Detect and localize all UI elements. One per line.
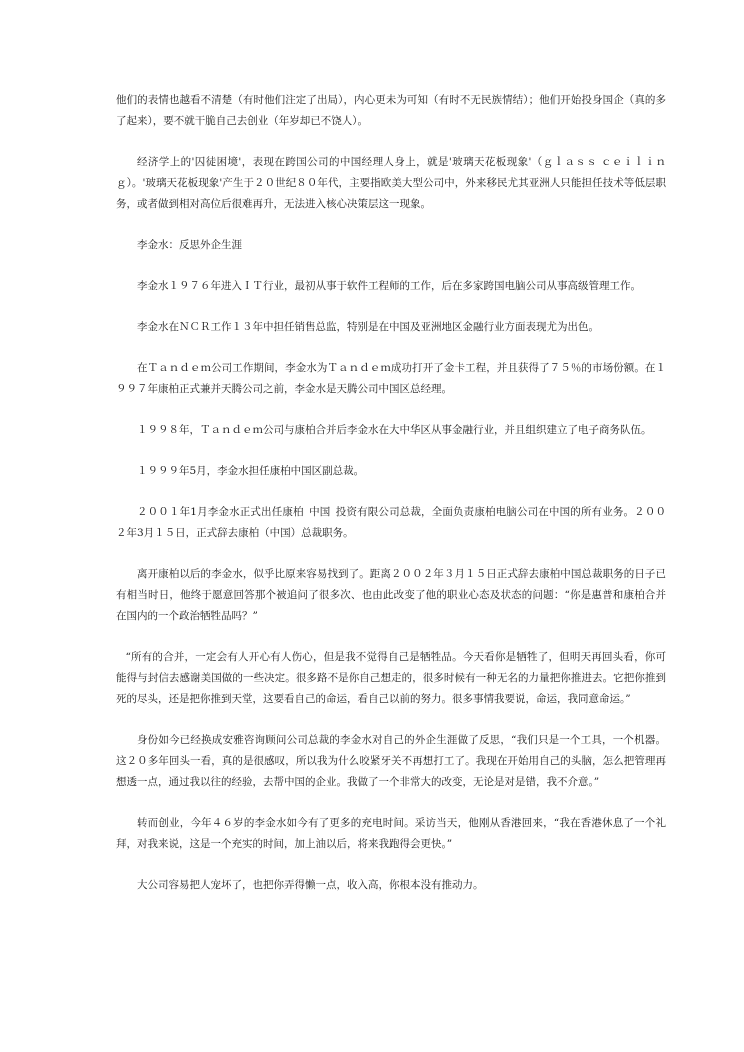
paragraph-reflection: 身份如今已经换成安雅咨询顾问公司总裁的李金水对自己的外企生涯做了反思，“我们只是一个工具，一个机器。这２０多年回头一看，真的是很感叹，所以我为什么咬紧牙关不再想打工了。我现在开始用自己的头脑，怎么把管理再想透一点，通过我以往的经验，去帮中国的企业。我做了一个非常大的改变，无论是对是错，我不介意。” — [116, 734, 666, 788]
section-heading: 李金水：反思外企生涯 — [137, 239, 242, 251]
paragraph-quote-merger: “所有的合并，一定会有人开心有人伤心，但是我不觉得自己是牺牲品。今天看你是牺牲了，但明天再回头看，你可能得与封信去感谢美国做的一些决定。很多路不是你自己想走的，很多时候有一种无名的力量把你推进去。它把你推到死的尽头，还是把你推到天堂，这要看自己的命运，看自己以前的努力。很多事情我要说，命运，我同意命运。” — [116, 651, 666, 705]
paragraph-big-company: 大公司容易把人宠坏了，也把你弄得懒一点，收入高，你根本没有推动力。 — [137, 879, 484, 891]
paragraph-glass-ceiling: 经济学上的'囚徒困境'，表现在跨国公司的中国经理人身上，就是'玻璃天花板现象'（ｇｌａｓｓ ｃｅｉｌｉｎｇ）。'玻璃天花板现象'产生于２０世纪８０年代，主要指欧美大型公司中，外来移民尤其亚洲人只能担任技术等低层职务，或者做到相对高位后很难再升，无法进入核心决策层这一现象。 — [116, 156, 666, 210]
paragraph-2001: ２００１年1月李金水正式出任康柏 中国 投资有限公司总裁，全面负责康柏电脑公司在中国的所有业务。２００２年3月１５日，正式辞去康柏（中国）总裁职务。 — [116, 506, 666, 539]
paragraph-intro-continuation: 他们的表情也越看不清楚（有时他们注定了出局），内心更未为可知（有时不无民族情结）；他们开始投身国企（真的多了起来），要不就干脆自己去创业（年岁却已不饶人）。 — [116, 94, 666, 127]
document-page — [116, 90, 666, 916]
paragraph-entrepreneurship: 转而创业，今年４６岁的李金水如今有了更多的充电时间。采访当天，他刚从香港回来，“我在香港休息了一个礼拜，对我来说，这是一个充实的时间，加上油以后，将来我跑得会更快。” — [116, 817, 666, 850]
paragraph-career-start: 李金水１９７６年进入ＩＴ行业，最初从事于软件工程师的工作，后在多家跨国电脑公司从事高级管理工作。 — [137, 280, 641, 292]
paragraph-after-compaq: 离开康柏以后的李金水，似乎比原来容易找到了。距离２００２年３月１５日正式辞去康柏中国总裁职务的日子已有相当时日，他终于愿意回答那个被追问了很多次、也由此改变了他的职业心态及状态的问题：“你是惠普和康柏合并在国内的一个政治牺牲品吗？” — [116, 568, 666, 622]
paragraph-1998: １９９８年，Ｔａｎｄｅｍ公司与康柏合并后李金水在大中华区从事金融行业，并且组织建立了电子商务队伍。 — [137, 424, 652, 436]
paragraph-tandem: 在Ｔａｎｄｅｍ公司工作期间，李金水为Ｔａｎｄｅｍ成功打开了金卡工程，并且获得了７５％的市场份额。在１９９７年康柏正式兼并天腾公司之前，李金水是天腾公司中国区总经理。 — [116, 362, 666, 395]
paragraph-1999: １９９９年5月，李金水担任康柏中国区副总裁。 — [137, 465, 365, 477]
paragraph-ncr: 李金水在ＮＣＲ工作１３年中担任销售总监，特别是在中国及亚洲地区金融行业方面表现尤为出色。 — [137, 321, 599, 333]
